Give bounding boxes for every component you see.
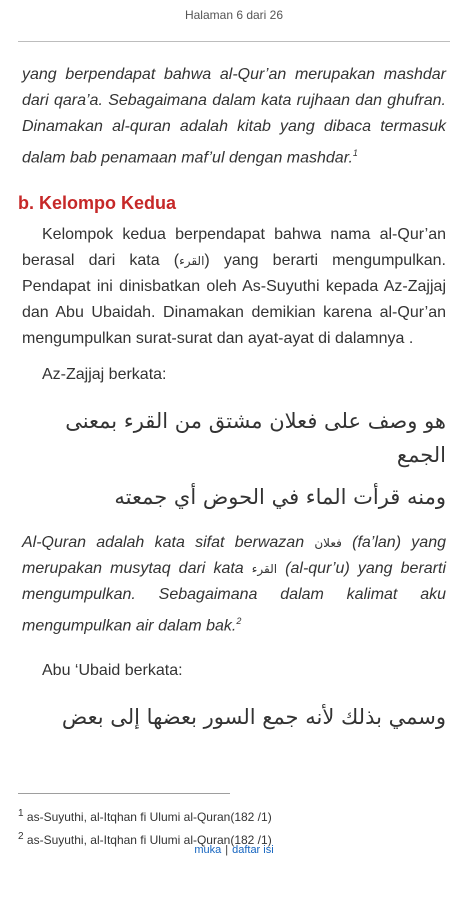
header-divider [18, 41, 450, 42]
section-heading: b. Kelompo Kedua [18, 193, 177, 214]
footnote-ref: (182 /1) [230, 833, 272, 847]
footnote-text: as-Suyuthi, al-Itqhan fi Ulumi al-Quran [26, 810, 231, 824]
intro-paragraph [22, 62, 446, 171]
zajjaj-lead: Az-Zajjaj berkata: [42, 366, 167, 384]
translation-part-1: Al-Quran adalah kata sifat berwazan [22, 534, 315, 552]
footnote-item [18, 804, 450, 827]
translation-paragraph [22, 530, 446, 639]
abu-lead: Abu ‘Ubaid berkata: [42, 661, 183, 679]
translation-part-2: (fa’lan) yang merupakan musytaq dari kata [22, 534, 446, 578]
toc-link[interactable]: daftar isi [232, 844, 274, 856]
document-body [18, 62, 447, 734]
footnote-text: as-Suyuthi, al-Itqhan fi Ulumi al-Quran [26, 833, 231, 847]
footnote-divider [18, 793, 230, 794]
page-indicator: Halaman 6 dari 26 [184, 8, 284, 22]
translation-arabic-2: القرء [251, 562, 278, 577]
section-paragraph [22, 222, 446, 352]
arabic-quote-2: ومنه قرأت الماء في الحوض أي جمعته [114, 485, 446, 510]
home-link[interactable]: muka [194, 844, 222, 856]
nav-separator: | [225, 844, 229, 856]
arabic-quote-3: وسمي بذلك لأنه جمع السور بعضها إلى بعض [61, 704, 446, 729]
translation-arabic-1: فعلان [314, 536, 342, 551]
page-header [0, 0, 468, 30]
translation-part-3: (al-qur’u) yang berarti mengumpulkan. Sebagaimana dalam kalimat aku mengumpulkan air dalam bak. [22, 560, 446, 635]
page-navigation [0, 844, 468, 856]
footnote-ref-1[interactable]: 1 [352, 148, 358, 158]
para-text-after: ) yang berarti mengumpulkan. Pendapat ini dinisbatkan oleh As-Suyuthi kepada Az-Zajjaj dan Abu Ubaidah. Dinamakan demikian karena al-Qur’an mengumpulkan surat-surat dan ayat-ayat di dalamnya . [22, 252, 447, 348]
footnote-number: 1 [18, 808, 24, 819]
intro-text: yang berpendapat bahwa al-Qur’an merupakan mashdar dari qara’a. Sebagaimana dalam kata rujhaan dan ghufran. Dinamakan al-quran adalah kitab yang dibaca termasuk dalam bab penamaan maf’ul dengan mashdar. [22, 66, 446, 167]
footnote-ref-2[interactable]: 2 [236, 616, 242, 627]
para-arabic-word: القرء [179, 254, 205, 269]
para-text-before: Kelompok kedua berpendapat bahwa nama al-Qur’an berasal dari kata ( [22, 226, 446, 270]
footnote-number: 2 [18, 831, 24, 842]
arabic-quote-1: هو وصف على فعلان مشتق من القرء بمعنى الجمع [65, 409, 446, 468]
footnote-ref: (182 /1) [230, 810, 272, 824]
